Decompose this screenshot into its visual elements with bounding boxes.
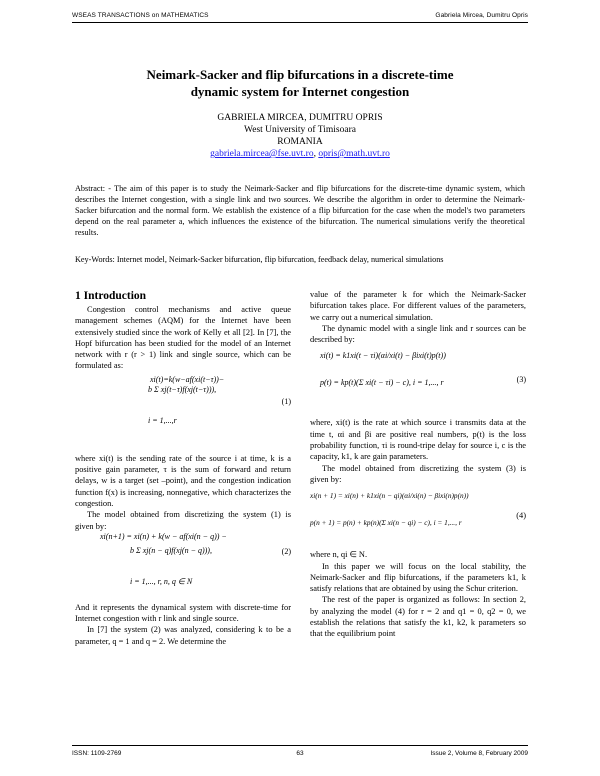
paragraph: In [7] the system (2) was analyzed, considering k to be a parameter, q = 1 and q = 2. We determine the xyxy=(75,625,291,646)
abstract: Abstract: - The aim of this paper is to study the Neimark-Sacker and flip bifurcations for the discrete-time dynamic system, which describes the Internet congestion, with a single link and two sources. We describe the algorithm in order to determine the Neimark-Sacker bifurcation and the normal form. We establish the existence of a flip bifurcation for the case when the model's two parameters depend on the real parameter a, which influences the existence of the bifurcation. The numerical simulations verify the theoretical results. xyxy=(75,184,525,237)
footer-rule xyxy=(72,745,528,746)
equation-4 xyxy=(310,491,526,549)
paragraph: The model obtained from discretizing the system (1) is given by: xyxy=(75,510,291,531)
equation-line: p(n + 1) = p(n) + kp(n)(Σ xi(n − qi) − c), i = 1,..., r xyxy=(310,517,462,527)
equation-line: b Σ xj(t−τ)f(xj(t−τ))), xyxy=(148,385,217,395)
paragraph: The dynamic model with a single link and r sources can be described by: xyxy=(310,323,526,345)
right-column xyxy=(310,289,526,640)
section-heading: 1 Introduction xyxy=(75,290,147,302)
footer-issue: Issue 2, Volume 8, February 2009 xyxy=(430,750,528,757)
footer-issn: ISSN: 1109-2769 xyxy=(72,750,122,757)
paragraph: In this paper we will focus on the local stability, the Neimark-Sacker and flip bifurcations, if the parameters k1, k satisfy relations that are obtained by using the Schur criterion. xyxy=(310,561,526,594)
paragraph: where, xi(t) is the rate at which source i transmits data at the time t, αi and βi are positive real numbers, p(t) is the loss probability function, τi is round-tripe delay for source i, c is the capacity, k1, k are gain parameters. xyxy=(310,418,526,462)
paragraph: value of the parameter k for which the Neimark-Sacker bifurcation takes place. For different values of the parameters, we carry out a numerical simulation. xyxy=(310,290,526,322)
header-rule xyxy=(72,22,528,23)
running-header-authors: Gabriela Mircea, Dumitru Opris xyxy=(435,12,528,19)
paragraph: The rest of the paper is organized as follows: In section 2, by analyzing the model (4) for r = 2 and q1 = 0, q2 = 0, we establish the relations that satisfy the k1, k2, k parameters so that the equilibrium point xyxy=(310,595,526,639)
author-names: GABRIELA MIRCEA, DUMITRU OPRIS xyxy=(217,113,383,123)
equation-number: (4) xyxy=(516,511,526,521)
affiliation: West University of Timisoara xyxy=(244,125,356,135)
equation-line: p(t) = kp(t)(Σ xi(t − τi) − c), i = 1,..., r xyxy=(320,377,444,387)
equation-line: xi(n + 1) = xi(n) + k1xi(n − qi)(αi/xi(n) − βixi(n)p(n)) xyxy=(310,491,469,501)
equation-line: i = 1,...,r xyxy=(148,415,177,425)
paragraph: where n, qi ∈ N. xyxy=(310,550,368,560)
left-column xyxy=(75,289,291,647)
equation-line: xi(t) = k1xi(t − τi)(αi/xi(t) − βixi(t)p(t)) xyxy=(320,351,446,361)
equation-3 xyxy=(310,351,526,417)
equation-2 xyxy=(75,532,291,602)
paragraph: where xi(t) is the sending rate of the source i at time, k is a positive gain parameter, τ is the sum of forward and return delays, w is a target (set –point), and the congestion indication function f(x) is increasing, nonnegative, which characterizes the congestion. xyxy=(75,453,291,508)
equation-number: (1) xyxy=(281,396,291,406)
paper-title: Neimark-Sacker and flip bifurcations in a discrete-time dynamic system for Internet congestion xyxy=(146,67,454,99)
equation-1 xyxy=(75,375,291,453)
email-link-2[interactable]: opris@math.uvt.ro xyxy=(318,149,390,159)
equation-number: (2) xyxy=(281,546,291,556)
paragraph: Congestion control mechanisms and active queue management schemes (AQM) for the Internet have been extensively studied since the work of Kelly et all [2]. In [7], the Hopf bifurcation has been studied for the model of an Internet network with r (r > 1) link and single source, which can be formulated as: xyxy=(75,305,291,371)
equation-line: xi(n+1) = xi(n) + k(w − af(xi(n − q)) − xyxy=(100,531,227,541)
paragraph: And it represents the dynamical system with discrete-time for Internet congestion with r link and single source. xyxy=(75,602,291,624)
paragraph: The model obtained from discretizing the system (3) is given by: xyxy=(310,463,526,484)
keywords: Key-Words: Internet model, Neimark-Sacker bifurcation, flip bifurcation, feedback delay, numerical simulations xyxy=(75,255,444,264)
equation-line: xi(t)=k(w−af(xi(t−τ))− xyxy=(150,374,225,384)
equation-line: b Σ xj(n − q)f(xj(n − q))), xyxy=(130,546,212,556)
country: ROMANIA xyxy=(277,137,323,147)
page-number: 63 xyxy=(296,750,304,757)
email-link-1[interactable]: gabriela.mircea@fse.uvt.ro xyxy=(210,149,314,159)
running-header-journal: WSEAS TRANSACTIONS on MATHEMATICS xyxy=(72,12,209,19)
equation-number: (3) xyxy=(516,375,526,385)
equation-line: i = 1,..., r, n, q ∈ N xyxy=(130,576,193,586)
emails: gabriela.mircea@fse.uvt.ro, opris@math.uvt.ro xyxy=(210,149,390,159)
